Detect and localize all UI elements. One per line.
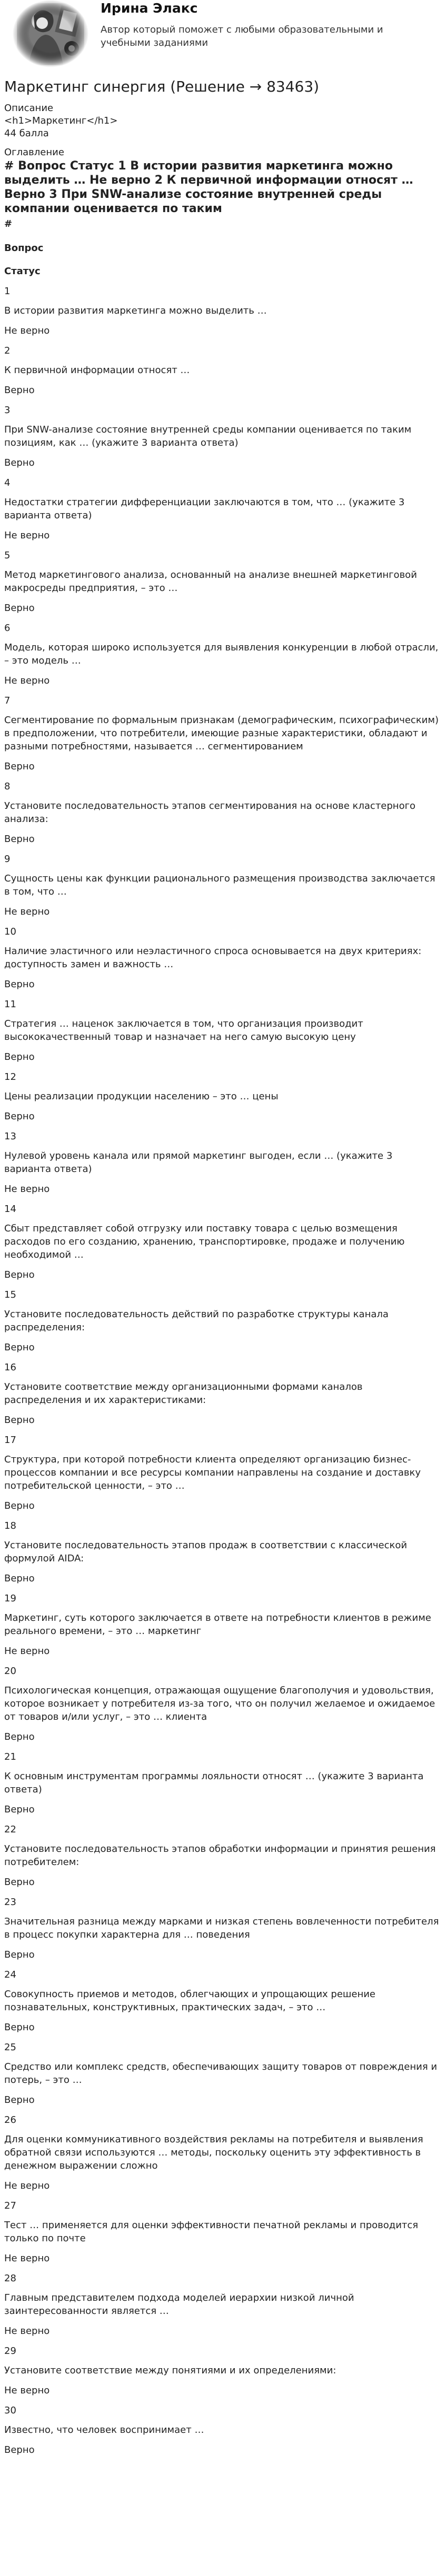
question-text: Установите последовательность этапов продаж в соответствии с классической формулой AIDA:: [4, 1540, 408, 1564]
question-number: 9: [4, 854, 11, 865]
question-item: [4, 2272, 442, 2338]
question-text: Средство или комплекс средств, обеспечивающих защиту товаров от повреждения и потерь, – это …: [4, 2061, 438, 2086]
question-item: [4, 1592, 442, 1658]
question-item: [4, 404, 442, 469]
question-status: Верно: [4, 834, 35, 845]
question-number: 3: [4, 405, 11, 416]
question-text: В истории развития маркетинга можно выделить …: [4, 305, 267, 316]
questions-list: [4, 285, 442, 2457]
question-status: Верно: [4, 1731, 35, 1742]
question-number: 6: [4, 623, 11, 634]
question-number: 21: [4, 1751, 16, 1762]
question-status: Верно: [4, 1877, 35, 1888]
question-status: Верно: [4, 1573, 35, 1584]
question-status: Верно: [4, 457, 35, 468]
question-status: Не верно: [4, 2180, 50, 2191]
question-number: 27: [4, 2200, 16, 2211]
question-number: 16: [4, 1362, 16, 1373]
question-status: Верно: [4, 1111, 35, 1122]
author-avatar-icon[interactable]: [13, 0, 88, 67]
question-status: Верно: [4, 2444, 35, 2455]
question-text: Наличие эластичного или неэластичного спроса основывается на двух критериях: доступность замен и важность …: [4, 946, 422, 970]
question-text: Установите последовательность действий по разработке структуры канала распределения:: [4, 1309, 389, 1333]
question-status: Не верно: [4, 675, 50, 686]
question-number: 18: [4, 1520, 16, 1531]
toc-summary: # Вопрос Статус 1 В истории развития маркетинга можно выделить … Не верно 2 К первичной информации относят … Верно 3 При SNW-анализе состояние внутренней среды компании оценивается по таким: [4, 159, 413, 215]
question-text: Для оценки коммуникативного воздействия рекламы на потребителя и выявления обратной связи используются … методы, поскольку оценить эту эффективность в денежном выражении сложно: [4, 2134, 423, 2171]
toc-label: Оглавление: [4, 147, 64, 158]
question-status: Верно: [4, 2094, 35, 2106]
question-text: Нулевой уровень канала или прямой маркетинг выгоден, если … (укажите 3 варианта ответа): [4, 1150, 393, 1175]
question-number: 14: [4, 1204, 16, 1215]
question-item: [4, 2404, 442, 2457]
question-number: 2: [4, 345, 11, 356]
question-number: 30: [4, 2405, 16, 2416]
question-item: [4, 1071, 442, 1123]
question-text: Установите последовательность этапов сегментирования на основе кластерного анализа:: [4, 800, 416, 825]
question-text: Совокупность приемов и методов, облегчающих и упрощающих решение познавательных, конструктивных, практических задач, – это …: [4, 1989, 375, 2013]
question-item: [4, 477, 442, 542]
question-status: Верно: [4, 761, 35, 772]
question-item: [4, 1751, 442, 1816]
question-item: [4, 998, 442, 1064]
question-status: Верно: [4, 1949, 35, 1960]
question-item: [4, 2041, 442, 2107]
author-description: Автор который поможет с любыми образовательными и учебными заданиями: [101, 24, 383, 48]
table-hash-header: #: [4, 218, 13, 229]
question-text: Известно, что человек воспринимает …: [4, 2424, 204, 2435]
description-label: Описание: [4, 103, 54, 114]
author-header: [4, 0, 442, 67]
question-item: [4, 1130, 442, 1196]
question-text: К первичной информации относят …: [4, 365, 190, 376]
question-number: 25: [4, 2042, 16, 2053]
question-number: 22: [4, 1824, 16, 1835]
question-status: Не верно: [4, 2253, 50, 2264]
question-number: 12: [4, 1071, 16, 1082]
question-number: 4: [4, 477, 11, 488]
question-item: [4, 853, 442, 918]
question-item: [4, 1969, 442, 2034]
question-text: Сущность цены как функции рационального размещения производства заключается в том, что …: [4, 873, 435, 897]
question-item: [4, 2114, 442, 2192]
question-text: Главным представителем подхода моделей иерархии низкой личной заинтересованности является …: [4, 2292, 354, 2317]
question-number: 7: [4, 695, 11, 706]
question-text: При SNW-анализе состояние внутренней среды компании оценивается по таким позициям, как … (укажите 3 варианта ответа): [4, 424, 412, 448]
question-status: Верно: [4, 603, 35, 614]
question-text: Установите соответствие между организационными формами каналов распределения и их характеристиками:: [4, 1381, 363, 1406]
question-number: 26: [4, 2114, 16, 2126]
question-number: 29: [4, 2346, 16, 2357]
question-number: 17: [4, 1435, 16, 1446]
question-text: Недостатки стратегии дифференциации заключаются в том, что … (укажите 3 варианта ответа): [4, 497, 405, 521]
question-item: [4, 1665, 442, 1743]
question-number: 24: [4, 1969, 16, 1980]
question-text: Тест … применяется для оценки эффективности печатной рекламы и проводится только по почте: [4, 2220, 419, 2244]
column-status-header: Статус: [4, 266, 41, 277]
question-status: Верно: [4, 1051, 35, 1063]
question-status: Верно: [4, 385, 35, 396]
question-number: 23: [4, 1897, 16, 1908]
question-item: [4, 622, 442, 687]
question-text: Метод маркетингового анализа, основанный на анализе внешней маркетинговой макросреды предприятия, – это …: [4, 569, 417, 594]
description-value: <h1>Маркетинг</h1>: [4, 115, 118, 126]
column-question-header: Вопрос: [4, 243, 44, 254]
question-status: Не верно: [4, 2326, 50, 2337]
question-item: [4, 2345, 442, 2397]
question-item: [4, 2200, 442, 2265]
question-text: Сегментирование по формальным признакам (демографическим, психографическим) в предположении, что потребители, имеющие разные характеристики, обладают и разными потребностями, называется … сегментированием: [4, 715, 439, 752]
question-number: 10: [4, 926, 16, 937]
question-number: 1: [4, 286, 11, 297]
question-item: [4, 549, 442, 615]
question-text: Цены реализации продукции населению – это … цены: [4, 1091, 279, 1102]
question-text: Стратегия … наценок заключается в том, что организация производит высококачественный товар и назначает на него самую высокую цену: [4, 1018, 363, 1043]
question-item: [4, 1823, 442, 1889]
question-number: 13: [4, 1131, 16, 1142]
question-status: Не верно: [4, 1184, 50, 1195]
question-status: Не верно: [4, 530, 50, 541]
question-status: Не верно: [4, 325, 50, 336]
question-item: [4, 1434, 442, 1512]
question-status: Не верно: [4, 1646, 50, 1657]
score: 44 балла: [4, 128, 49, 139]
question-item: [4, 695, 442, 773]
question-item: [4, 285, 442, 337]
question-number: 11: [4, 999, 16, 1010]
question-status: Верно: [4, 979, 35, 990]
question-number: 28: [4, 2273, 16, 2284]
question-text: Установите последовательность этапов обработки информации и принятия решения потребителем:: [4, 1843, 436, 1868]
question-item: [4, 1289, 442, 1354]
question-item: [4, 1361, 442, 1427]
question-text: Структура, при которой потребности клиента определяют организацию бизнес-процессов компании и все ресурсы компании направлены на создание и доставку потребительской ценности, – это …: [4, 1454, 421, 1491]
question-status: Верно: [4, 1500, 35, 1511]
question-item: [4, 1896, 442, 1961]
question-status: Верно: [4, 1269, 35, 1280]
question-status: Верно: [4, 1415, 35, 1426]
question-status: Верно: [4, 1804, 35, 1815]
question-text: Модель, которая широко используется для выявления конкуренции в любой отрасли, – это модель …: [4, 642, 439, 666]
question-status: Не верно: [4, 2385, 50, 2396]
question-number: 19: [4, 1593, 16, 1604]
question-text: Сбыт представляет собой отгрузку или поставку товара с целью возмещения расходов по его созданию, хранению, транспортировке, продаже и получению необходимой …: [4, 1223, 405, 1260]
question-text: Установите соответствие между понятиями и их определениями:: [4, 2365, 336, 2376]
question-item: [4, 926, 442, 991]
question-number: 15: [4, 1289, 16, 1300]
question-item: [4, 1520, 442, 1585]
question-item: [4, 780, 442, 846]
question-status: Не верно: [4, 906, 50, 917]
question-text: К основным инструментам программы лояльности относят … (укажите 3 варианта ответа): [4, 1771, 424, 1795]
question-item: [4, 345, 442, 397]
author-name[interactable]: Ирина Элакс: [101, 1, 198, 16]
question-status: Верно: [4, 2022, 35, 2033]
question-item: [4, 1203, 442, 1281]
question-text: Психологическая концепция, отражающая ощущение благополучия и удовольствия, которое возникает у потребителя из-за того, что он получил желаемое и ожидаемое от товаров и/или услуг, – это … клиента: [4, 1685, 435, 1722]
question-number: 8: [4, 781, 11, 792]
question-status: Верно: [4, 1342, 35, 1353]
question-number: 20: [4, 1666, 16, 1677]
page-title: Маркетинг синергия (Решение → 83463): [4, 78, 320, 95]
question-text: Значительная разница между марками и низкая степень вовлеченности потребителя в процесс покупки характерна для … поведения: [4, 1916, 439, 1940]
question-text: Маркетинг, суть которого заключается в ответе на потребности клиентов в режиме реального времени, – это … маркетинг: [4, 1612, 431, 1637]
question-number: 5: [4, 550, 11, 561]
